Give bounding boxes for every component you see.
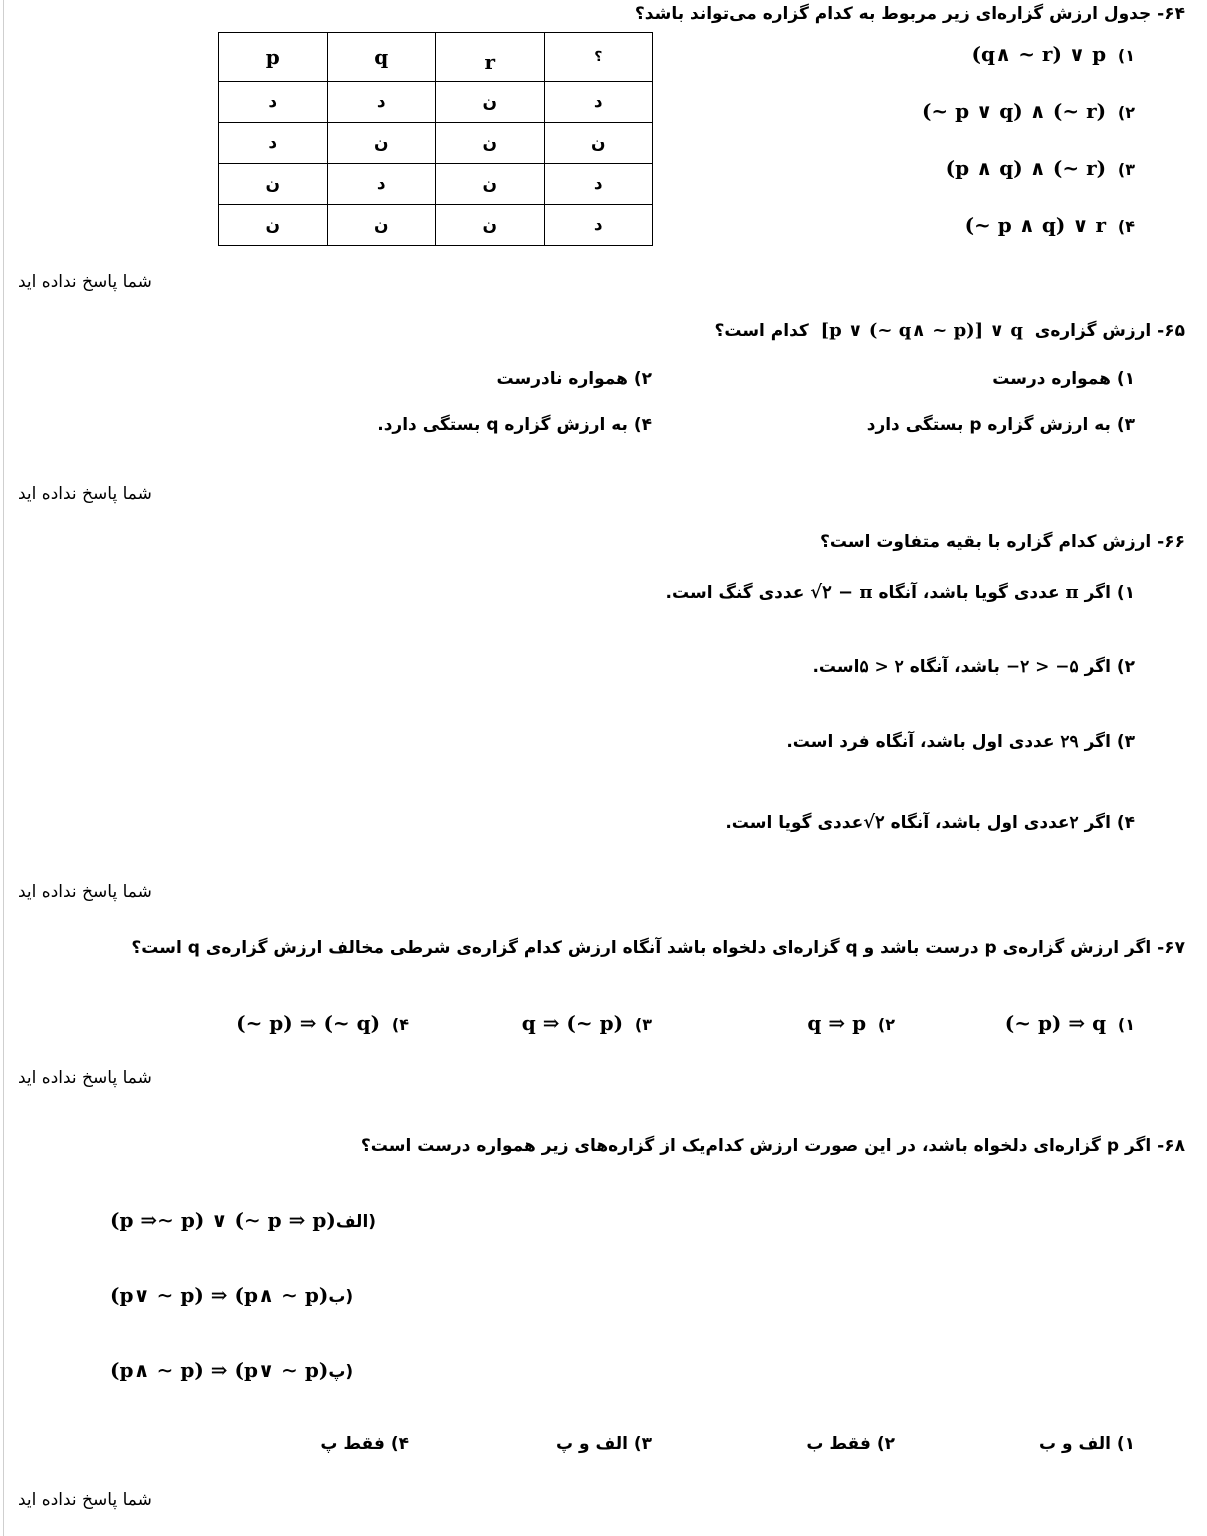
truth-table-cell: ن — [544, 123, 653, 164]
option-text: اگر — [1084, 813, 1111, 833]
statement-expression: (p∧ ∼ p) ⇒ (p∨ ∼ p) — [110, 1358, 329, 1382]
q65-option-1[interactable]: ۱) همواره درست — [992, 369, 1135, 389]
question-65-expression: [p ∨ (~ q∧ ~ p)] ∨ q — [820, 320, 1023, 341]
q64-option-4[interactable] — [965, 213, 1135, 237]
option-text: اگر — [1084, 657, 1111, 677]
q68-statement-pe — [110, 1358, 353, 1382]
option-text: باشد، آنگاه — [909, 657, 1000, 677]
truth-table — [218, 32, 653, 246]
option-math: ۲۹ — [1060, 732, 1079, 752]
option-number: ۳) — [1116, 732, 1135, 752]
truth-table-row — [219, 205, 653, 246]
truth-table-header-p: p — [219, 33, 328, 82]
answer-status: شما پاسخ نداده اید — [18, 1068, 152, 1088]
statement-expression: (p ⇒∼ p) ∨ (∼ p ⇒ p) — [110, 1208, 336, 1232]
option-text: عددی گویا است. — [725, 813, 864, 833]
truth-table-header-r: r — [436, 33, 545, 82]
q65-option-4[interactable]: ۴) به ارزش گزاره q بستگی دارد. — [377, 415, 652, 435]
truth-table-cell: ن — [219, 164, 328, 205]
truth-table-cell: د — [219, 123, 328, 164]
truth-table-cell: د — [219, 82, 328, 123]
q64-option-2[interactable] — [922, 99, 1135, 123]
option-text: عددی گویا باشد، آنگاه — [878, 583, 1060, 603]
option-text: عددی اول باشد، آنگاه — [890, 813, 1070, 833]
q66-option-3[interactable] — [786, 732, 1135, 752]
q68-statement-be — [110, 1283, 353, 1307]
truth-table-cell: د — [544, 164, 653, 205]
option-text: عددی گنگ است. — [665, 583, 805, 603]
q68-option-3[interactable]: ۳) الف و پ — [555, 1434, 652, 1454]
option-expression: (~ p ∧ q) ∨ r — [964, 213, 1107, 237]
q67-option-1[interactable] — [1005, 1011, 1135, 1035]
statement-expression: (p∨ ∼ p) ⇒ (p∧ ∼ p) — [110, 1283, 329, 1307]
option-number: ۴) — [391, 1015, 409, 1034]
truth-table-cell: د — [544, 82, 653, 123]
option-number: ۲) — [1116, 657, 1135, 677]
q68-statement-alef — [110, 1208, 376, 1232]
truth-table-cell: ن — [327, 205, 436, 246]
truth-table-row — [219, 164, 653, 205]
option-number: ۳) — [1117, 160, 1135, 179]
option-text: اگر — [1084, 732, 1111, 752]
truth-table-cell: ن — [436, 164, 545, 205]
truth-table-cell: د — [327, 82, 436, 123]
truth-table-cell: د — [327, 164, 436, 205]
truth-table-header-unknown: ؟ — [544, 33, 653, 82]
option-expression: (p ∧ q) ∧ (~ r) — [945, 156, 1107, 180]
q64-option-3[interactable] — [946, 156, 1135, 180]
truth-table-cell: ن — [219, 205, 328, 246]
option-math: √۲ − π — [810, 582, 873, 603]
answer-status: شما پاسخ نداده اید — [18, 882, 152, 902]
option-math: π — [1065, 582, 1079, 603]
q67-option-4[interactable] — [236, 1011, 409, 1035]
truth-table-cell: ن — [436, 205, 545, 246]
statement-label: الف) — [335, 1212, 377, 1232]
question-68-title: ۶۸- اگر p گزاره‌ای دلخواه باشد، در این صورت ارزش کدام‌یک از گزاره‌های زیر همواره درست است؟ — [360, 1136, 1185, 1156]
option-math: √۲ — [863, 812, 885, 833]
option-number: ۴) — [1117, 217, 1135, 236]
statement-label: ب) — [328, 1287, 354, 1307]
option-math: ۵ > ۲ — [859, 657, 904, 677]
option-text: عددی اول باشد، آنگاه فرد است. — [786, 732, 1055, 752]
option-math: ۲ — [1069, 813, 1079, 833]
q67-option-2[interactable] — [807, 1011, 895, 1035]
option-expression: (~ p) ⇒ (~ q) — [236, 1011, 381, 1035]
q64-option-1[interactable] — [972, 42, 1135, 66]
option-text: است. — [812, 657, 860, 677]
q68-option-1[interactable]: ۱) الف و ب — [1038, 1434, 1135, 1454]
statement-label: پ) — [328, 1362, 354, 1382]
option-number: ۱) — [1117, 46, 1135, 65]
answer-status: شما پاسخ نداده اید — [18, 1490, 152, 1510]
truth-table-cell: ن — [436, 123, 545, 164]
question-64-title: ۶۴- جدول ارزش گزاره‌ای زیر مربوط به کدام گزاره می‌تواند باشد؟ — [634, 4, 1185, 24]
question-65-prefix: ۶۵- ارزش گزاره‌ی — [1034, 321, 1185, 341]
truth-table-header — [219, 33, 653, 82]
option-number: ۱) — [1116, 583, 1135, 603]
q65-option-2[interactable]: ۲) همواره نادرست — [496, 369, 652, 389]
q66-option-2[interactable] — [812, 657, 1135, 677]
truth-table-row — [219, 123, 653, 164]
question-65-title — [714, 320, 1185, 341]
q66-option-1[interactable] — [666, 582, 1135, 603]
q67-option-3[interactable] — [522, 1011, 652, 1035]
option-number: ۱) — [1117, 1015, 1135, 1034]
q68-option-2[interactable]: ۲) فقط ب — [806, 1434, 895, 1454]
option-number: ۳) — [634, 1015, 652, 1034]
truth-table-row — [219, 82, 653, 123]
option-expression: (~ p ∨ q) ∧ (~ r) — [921, 99, 1107, 123]
page-left-border — [3, 0, 4, 1536]
q65-option-3[interactable]: ۳) به ارزش گزاره p بستگی دارد — [866, 415, 1135, 435]
option-expression: q ⇒ p — [807, 1011, 867, 1035]
option-math: −۲ > −۵ — [1005, 657, 1079, 677]
q68-option-4[interactable]: ۴) فقط پ — [320, 1434, 409, 1454]
option-expression: q ⇒ (~ p) — [521, 1011, 624, 1035]
option-text: اگر — [1084, 583, 1111, 603]
truth-table-header-q: q — [327, 33, 436, 82]
answer-status: شما پاسخ نداده اید — [18, 484, 152, 504]
question-65-suffix: کدام است؟ — [714, 321, 809, 341]
answer-status: شما پاسخ نداده اید — [18, 272, 152, 292]
q66-option-4[interactable] — [725, 812, 1135, 833]
option-expression: (q∧ ~ r) ∨ p — [971, 42, 1107, 66]
truth-table-cell: ن — [327, 123, 436, 164]
truth-table-cell: د — [544, 205, 653, 246]
option-number: ۴) — [1116, 813, 1135, 833]
option-expression: (~ p) ⇒ q — [1004, 1011, 1107, 1035]
truth-table-cell: ن — [436, 82, 545, 123]
question-67-title: ۶۷- اگر ارزش گزاره‌ی p درست باشد و q گزاره‌ای دلخواه باشد آنگاه ارزش کدام گزاره‌ی شرطی مخالف ارزش گزاره‌ی q است؟ — [131, 938, 1185, 958]
option-number: ۲) — [877, 1015, 895, 1034]
question-66-title: ۶۶- ارزش کدام گزاره با بقیه متفاوت است؟ — [820, 532, 1185, 552]
option-number: ۲) — [1117, 103, 1135, 122]
